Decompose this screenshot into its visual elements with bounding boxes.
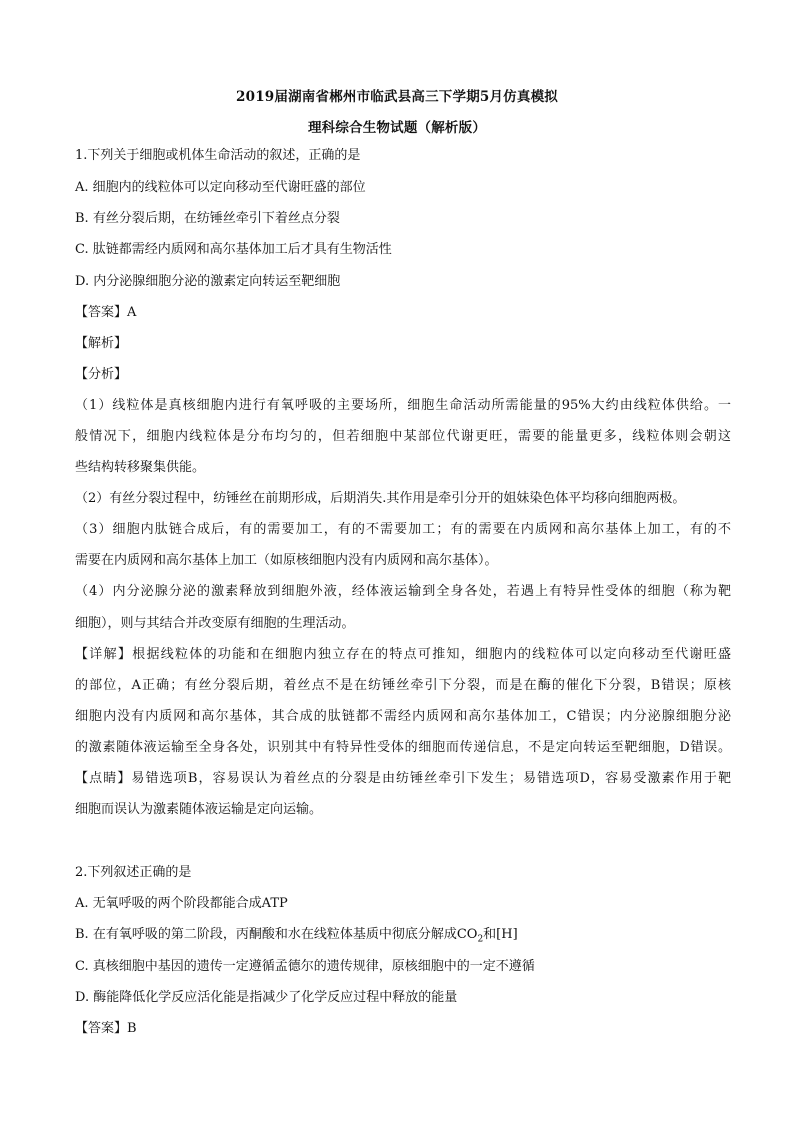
analysis-point-3-line-2: 需要在内质网和高尔基体上加工（如原核细胞内没有内质网和高尔基体）。	[75, 553, 498, 568]
question-1-analysis-heading: 【解析】	[75, 336, 128, 351]
question-1-option-a: A. 细胞内的线粒体可以定向移动至代谢旺盛的部位	[75, 180, 366, 195]
co2-subscript: 2	[477, 934, 484, 945]
analysis-point-4-line-1: （4）内分泌腺分泌的激素释放到细胞外液，经体液运输到全身各处，若遇上有特异性受体的细胞（称为靶	[75, 584, 731, 599]
detail-line-2: 的部位，A正确；有丝分裂后期，着丝点不是在纺锤丝牵引下分裂，而是在酶的催化下分裂，B错误；原核	[75, 678, 731, 693]
question-2-answer: 【答案】B	[75, 1021, 137, 1036]
question-2-stem: 2.下列叙述正确的是	[75, 865, 192, 880]
question-2-option-b-text: B. 在有氧呼吸的第二阶段，丙酮酸和水在线粒体基质中彻底分解成CO	[75, 927, 478, 942]
analysis-point-4-line-2: 细胞），则与其结合并改变原有细胞的生理活动。	[75, 616, 355, 631]
question-1-option-b: B. 有丝分裂后期，在纺锤丝牵引下着丝点分裂	[75, 211, 340, 226]
question-2-option-a: A. 无氧呼吸的两个阶段都能合成ATP	[75, 896, 288, 911]
tip-line-2: 细胞而误认为激素随体液运输是定向运输。	[75, 802, 323, 817]
detail-line-3: 细胞内没有内质网和高尔基体，其合成的肽链都不需经内质网和高尔基体加工，C错误；内分泌腺细胞分泌	[75, 709, 731, 724]
document-subtitle: 理科综合生物试题（解析版）	[307, 120, 487, 136]
question-1-option-d: D. 内分泌腺细胞分泌的激素定向转运至靶细胞	[75, 274, 341, 289]
document-title: 2019届湖南省郴州市临武县高三下学期5月仿真模拟	[236, 89, 558, 105]
analysis-point-1-line-3: 些结构转移聚集供能。	[75, 460, 206, 475]
question-2-option-d: D. 酶能降低化学反应活化能是指减少了化学反应过程中释放的能量	[75, 990, 458, 1005]
tip-line-1: 【点睛】易错选项B，容易误认为着丝点的分裂是由纺锤丝牵引下发生；易错选项D，容易受激素作用于靶	[75, 771, 731, 786]
question-1-stem: 1.下列关于细胞或机体生命活动的叙述，正确的是	[75, 148, 361, 163]
question-2-option-b	[75, 927, 731, 948]
question-2-option-b-tail: 和[H]	[483, 927, 518, 942]
question-1-option-c: C. 肽链都需经内质网和高尔基体加工后才具有生物活性	[75, 242, 392, 257]
detail-line-1: 【详解】根据线粒体的功能和在细胞内独立存在的特点可推知，细胞内的线粒体可以定向移动至代谢旺盛	[75, 647, 731, 662]
question-1-answer: 【答案】A	[75, 305, 137, 320]
detail-line-4: 的激素随体液运输至全身各处，识别其中有特异性受体的细胞而传递信息，不是定向转运至靶细胞，D错误。	[75, 740, 731, 755]
question-1-fenxi-heading: 【分析】	[75, 367, 128, 382]
question-2-option-c: C. 真核细胞中基因的遗传一定遵循孟德尔的遗传规律，原核细胞中的一定不遵循	[75, 959, 535, 974]
analysis-point-1-line-1: （1）线粒体是真核细胞内进行有氧呼吸的主要场所，细胞生命活动所需能量的95%大约由线粒体供给。一	[75, 398, 731, 413]
analysis-point-1-line-2: 般情况下，细胞内线粒体是分布均匀的，但若细胞中某部位代谢更旺，需要的能量更多，线粒体则会朝这	[75, 429, 731, 444]
analysis-point-3-line-1: （3）细胞内肽链合成后，有的需要加工，有的不需要加工；有的需要在内质网和高尔基体上加工，有的不	[75, 522, 731, 537]
analysis-point-2-line-1: （2）有丝分裂过程中，纺锤丝在前期形成，后期消失.其作用是牵引分开的姐妹染色体平均移向细胞两极。	[75, 491, 686, 506]
